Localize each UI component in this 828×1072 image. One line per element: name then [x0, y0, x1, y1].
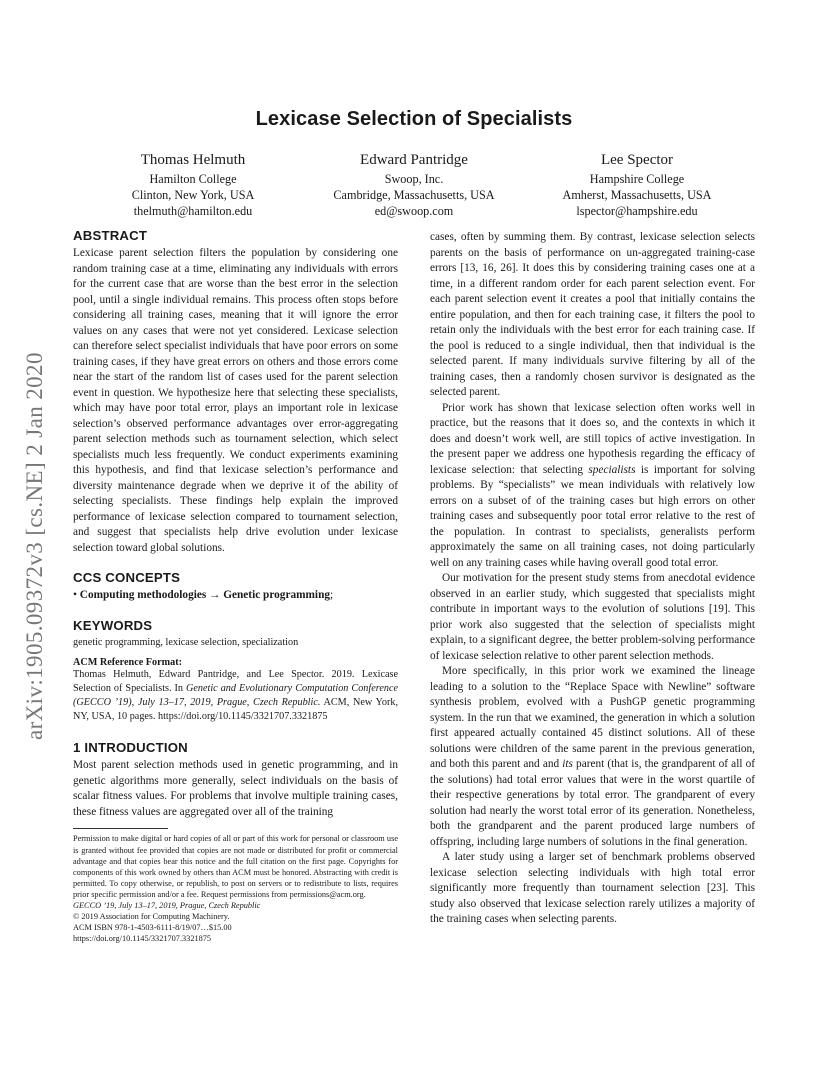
copyright-line: © 2019 Association for Computing Machinery. — [73, 912, 230, 922]
text-run: parent (that is, the grandparent of all of the solutions) had total error values that were in the worst quartile of their respective generations by total error. The grandparent of every solution had nearly the worst total error of its generation. Nonetheless, both the grandparent and the parent produced large numbers of offspring, including large numbers of solutions in the final generation. — [430, 758, 755, 848]
author-name: Thomas Helmuth — [140, 152, 246, 168]
author-email: lspector@hampshire.edu — [576, 204, 698, 218]
author-block — [294, 150, 534, 219]
abstract-text: Lexicase parent selection filters the population by considering one random training case at a time, eliminating any individuals with errors for the current case that are worse than the best error in the selection pool, until a single individual remains. This process often stops before considering all training cases, meaning that it will ignore the error values on any cases that were not yet considered. Lexicase selection can therefore select specialist individuals that have poor errors on some training cases, if they have great errors on others and those errors come near the start of the random list of cases used for the parent selection event in question. We hypothesize here that selecting these specialists, which may have poor total error, plays an important role in lexicase selection’s observed performance advantages over error-aggregating parent selection methods such as tournament selection, which select specialists much less frequently. We conduct experiments examining this hypothesis, and find that lexicase selection’s performance and diversity maintenance degrade when we deprive it of the ability of selecting specialists. These findings help explain the improved performance of lexicase selection compared to tournament selection, and suggest that specialists help drive evolution under lexicase selection toward global solutions. — [73, 247, 398, 554]
author-location: Cambridge, Massachusetts, USA — [333, 188, 495, 202]
keywords-text: genetic programming, lexicase selection, specialization — [73, 636, 299, 648]
author-name: Lee Spector — [600, 152, 674, 168]
emphasis: specialists — [588, 463, 636, 476]
author-block — [517, 150, 757, 219]
intro-paragraph: Most parent selection methods used in genetic programming, and in genetic algorithms more generally, select individuals on the basis of scalar fitness values. For problems that involve multiple training cases, these fitness values are aggregated over all of the training — [73, 759, 398, 818]
body-paragraph — [430, 664, 755, 850]
author-email: ed@swoop.com — [374, 204, 454, 218]
author-affiliation: Hamilton College — [149, 172, 237, 186]
permission-notice: Permission to make digital or hard copies of all or part of this work for personal or classroom use is granted without fee provided that copies are not made or distributed for profit or commercial advantage and that copies bear this notice and the full citation on the first page. Copyrights for components of this work owned by others than ACM must be honored. Abstracting with credit is permitted. To copy otherwise, or republish, to post on servers or to redistribute to lists, requires prior specific permission and/or a fee. Request permissions from permissions@acm.org. — [73, 834, 398, 899]
footnote-rule — [73, 828, 168, 829]
acm-ref-heading: ACM Reference Format: — [73, 657, 182, 669]
author-email: thelmuth@hamilton.edu — [133, 204, 253, 218]
acm-ref-part1: Thomas Helmuth, Edward Pantridge, and Lee Spector. 2019. Lexicase Selection of Specialists. In — [73, 669, 398, 695]
author-affiliation: Swoop, Inc. — [384, 172, 444, 186]
ccs-term: Computing methodologies → Genetic programming — [79, 589, 330, 601]
ccs-heading: CCS CONCEPTS — [73, 570, 181, 585]
text-run: Prior work has shown that lexicase selection often works well in practice, but the reasons that it does so, and the contexts in which it does and doesn’t work well, are still topics of active investigation. In the present paper we address one hypothesis regarding the efficacy of lexicase selection: that selecting — [430, 401, 755, 476]
ccs-suffix: ; — [330, 589, 334, 601]
ccs-concepts — [73, 588, 398, 604]
intro-heading: 1 INTRODUCTION — [73, 740, 188, 756]
paper-title: Lexicase Selection of Specialists — [255, 108, 573, 130]
acm-ref-venue: Genetic and Evolutionary Computation Conference (GECCO ’19), July 13–17, 2019, Prague, Czech Republic. — [73, 683, 398, 708]
text-run: More specifically, in this prior work we examined the lineage leading to a solution to the “Replace Space with Newline” software synthesis problem, evolved with a PushGP genetic programming system. In the run that we examined, the generation in which a solution first appeared actually contained 45 distinct solutions. All of these solutions were children of the same parent in the previous generation, and both this parent and and — [430, 665, 755, 770]
doi-line: https://doi.org/10.1145/3321707.3321875 — [73, 934, 212, 944]
author-affiliation: Hampshire College — [589, 172, 685, 186]
author-name: Edward Pantridge — [360, 152, 468, 168]
conference-line: GECCO ’19, July 13–17, 2019, Prague, Czech Republic — [73, 901, 261, 911]
isbn-line: ACM ISBN 978-1-4503-6111-8/19/07…$15.00 — [73, 923, 232, 933]
author-location: Clinton, New York, USA — [131, 188, 255, 202]
body-paragraph: A later study using a larger set of benchmark problems observed lexicase selection selecting individuals with high total error significantly more frequently than tournament selection [23]. This study also observed that lexicase selection rarely utilizes a majority of the training cases when selecting parents. — [430, 851, 755, 925]
abstract-heading: ABSTRACT — [73, 228, 148, 243]
left-column — [73, 228, 398, 944]
body-paragraph — [430, 401, 755, 572]
author-location: Amherst, Massachusetts, USA — [562, 188, 712, 202]
author-block — [73, 150, 313, 219]
ccs-bullet: • — [73, 589, 77, 601]
arxiv-stamp: arXiv:1905.09372v3 [cs.NE] 2 Jan 2020 — [22, 352, 47, 740]
text-run: is important for solving problems. By “specialists” we mean individuals with relatively low errors on a subset of of the training cases but high errors on other training cases and subsequently poor total error relative to the rest of the population. In contrast to specialists, generalists perform approximately the same on all training cases, not doing particularly well on any training cases while having overall good total error. — [430, 463, 755, 569]
body-paragraph: cases, often by summing them. By contrast, lexicase selection selects parents on the basis of performance on un-aggregated training-case errors [13, 16, 26]. It does this by considering training cases one at a time, in a different random order for each parent selection event. For each parent selection event it creates a pool that initially contains the entire population, and then for each training case, it filters the pool to retain only the individuals with the best error for each training case. If the pool is reduced to a single individual, then that individual is the selected parent. If many individuals survive filtering by all of the training cases, then a randomly chosen survivor is designated as the selected parent. — [430, 231, 755, 398]
acm-ref-text — [73, 668, 398, 723]
emphasis: its — [562, 758, 573, 770]
acm-ref-part2: ACM, New York, NY, USA, 10 pages. https://doi.org/10.1145/3321707.3321875 — [73, 696, 398, 722]
right-column — [430, 230, 755, 928]
keywords-heading: KEYWORDS — [73, 617, 153, 633]
body-paragraph: Our motivation for the present study stems from anecdotal evidence observed in an earlier study, which suggested that specialists might contribute in important ways to the evolution of solutions [19]. This prior work also suggested that the selection of specialists might explain, to a significant degree, the better problem-solving performance of lexicase selection relative to other parent selection methods. — [430, 572, 755, 662]
